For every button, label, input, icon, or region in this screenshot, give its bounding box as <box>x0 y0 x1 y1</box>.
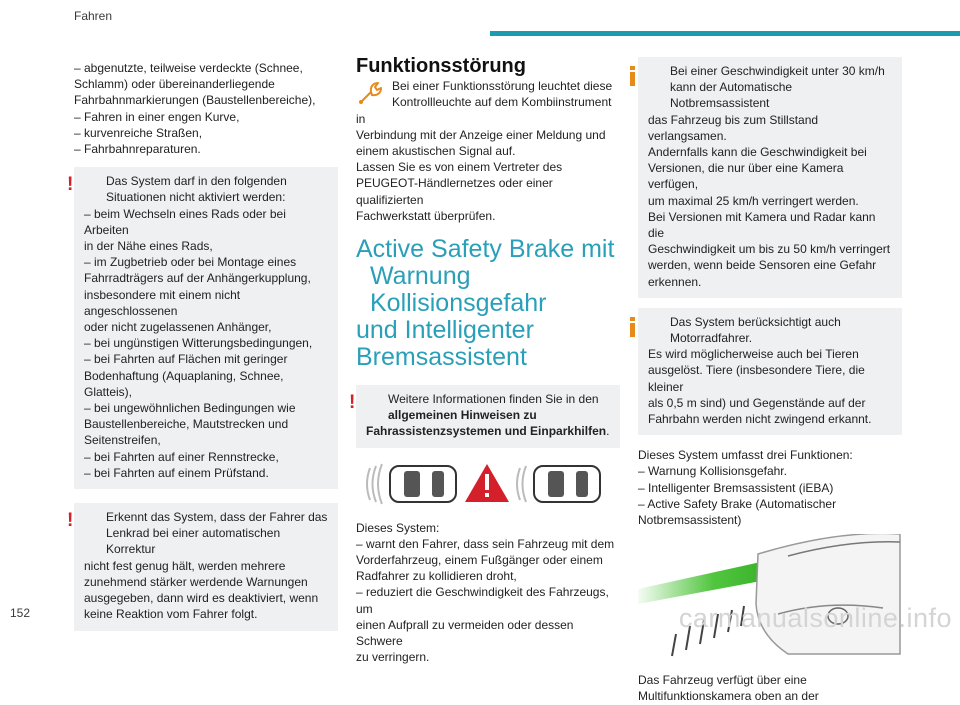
system-description <box>356 520 620 666</box>
box-line: Fahrassistenzsystemen und Einparkhilfen. <box>366 424 610 439</box>
running-header: Fahren <box>74 9 113 23</box>
box-line: – im Zugbetrieb oder bei Montage eines <box>84 255 297 270</box>
info-box <box>638 308 902 435</box>
warning-box <box>349 385 620 448</box>
box-line: Motorradfahrer. <box>670 331 753 346</box>
info-icon <box>630 66 635 86</box>
box-line: – bei Fahrten auf Flächen mit geringer <box>84 352 288 367</box>
body-line: Vorderfahrzeug, einem Fußgänger oder einem <box>356 553 603 568</box>
header-accent-bar <box>490 31 960 36</box>
box-line: Lenkrad bei einer automatischen Korrektur <box>106 526 281 557</box>
fault-line: Fachwerkstatt überprüfen. <box>356 208 496 223</box>
list-line: – abgenutzte, teilweise verdeckte (Schnee, <box>74 61 303 75</box>
watermark: carmanualsonline.info <box>678 603 952 633</box>
box-line: Situationen nicht aktiviert werden: <box>106 190 286 205</box>
chapter-title-line: Bremsassistent <box>356 343 527 372</box>
functions-list <box>638 447 902 528</box>
chapter-title <box>356 236 620 371</box>
box-line: oder nicht zugelassenen Anhänger, <box>84 320 272 335</box>
list-line: – Fahrbahnreparaturen. <box>74 142 201 157</box>
warning-box <box>67 167 338 489</box>
box-line: nicht fest genug hält, werden mehrere <box>84 558 286 573</box>
list-line: Schlamm) oder übereinanderliegende <box>74 77 275 92</box>
camera-paragraph <box>638 672 902 704</box>
box-line: – bei Fahrten auf einer Rennstrecke, <box>84 449 279 464</box>
body-line: Das Fahrzeug verfügt über eine <box>638 673 807 688</box>
box-line: – beim Wechseln eines Rads oder bei Arbeiten <box>84 206 286 237</box>
box-line: kann der Automatische Notbremsassistent <box>670 80 793 111</box>
body-line: – Intelligenter Bremsassistent (iEBA) <box>638 480 834 495</box>
fault-line: Bei einer Funktionsstörung leuchtet diese <box>392 79 613 94</box>
body-line: Multifunktionskamera oben an der <box>638 689 819 704</box>
fault-line: Lassen Sie es von einem Vertreter des <box>356 160 563 175</box>
fault-line: einem akustischen Signal auf. <box>356 144 516 159</box>
box-line: Weitere Informationen finden Sie in den <box>388 392 599 407</box>
box-line: in der Nähe eines Rads, <box>84 239 213 254</box>
page-number: 152 <box>10 606 31 620</box>
info-icon <box>630 317 635 337</box>
body-line: – reduziert die Geschwindigkeit des Fahrzeugs, um <box>356 585 609 616</box>
box-line: Seitenstreifen, <box>84 433 161 448</box>
warning-icon: ! <box>349 392 356 414</box>
fault-line: Verbindung mit der Anzeige einer Meldung und <box>356 127 606 142</box>
box-line: Erkennt das System, dass der Fahrer das <box>106 510 328 525</box>
box-line: Andernfalls kann die Geschwindigkeit bei <box>648 145 867 160</box>
box-line: Bodenhaftung (Aquaplaning, Schnee, Glatteis), <box>84 368 284 399</box>
warning-box <box>67 503 338 630</box>
chapter-title-line: und Intelligenter <box>356 316 534 345</box>
body-line: einen Aufprall zu vermeiden oder dessen Schwere <box>356 617 574 649</box>
body-line: zu verringern. <box>356 650 430 665</box>
body-line: – Active Safety Brake (Automatischer <box>638 496 837 511</box>
box-line: insbesondere mit einem nicht angeschlossenen <box>84 287 241 318</box>
collision-warning-illustration <box>362 458 612 510</box>
warning-icon: ! <box>67 510 74 532</box>
box-line: Das System darf in den folgenden <box>106 174 287 189</box>
box-line: als 0,5 m sind) und Gegenstände auf der <box>648 395 866 410</box>
body-line: Dieses System umfasst drei Funktionen: <box>638 448 853 463</box>
box-line: – bei ungünstigen Witterungsbedingungen, <box>84 336 313 351</box>
section-title: Funktionsstörung <box>356 55 526 77</box>
body-line: – warnt den Fahrer, dass sein Fahrzeug mit dem <box>356 536 615 551</box>
chapter-title-line: Active Safety Brake mit <box>356 235 615 264</box>
box-line: Bei Versionen mit Kamera und Radar kann die <box>648 209 876 241</box>
fault-line: Kontrollleuchte auf dem Kombiinstrument in <box>356 95 612 126</box>
condition-list <box>74 60 338 157</box>
box-line: werden, wenn beide Sensoren eine Gefahr <box>648 258 877 273</box>
box-line: Geschwindigkeit um bis zu 50 km/h verringert <box>648 242 891 257</box>
box-line: allgemeinen Hinweisen zu <box>388 408 537 423</box>
box-line: erkennen. <box>648 274 702 289</box>
box-line: um maximal 25 km/h verringert werden. <box>648 193 859 208</box>
box-line: Fahrbahn werden nicht zwingend erkannt. <box>648 412 872 427</box>
box-line: Versionen, die nur über eine Kamera verfügen, <box>648 161 844 192</box>
chapter-title-line: Warnung Kollisionsgefahr <box>370 262 547 318</box>
box-line: das Fahrzeug bis zum Stillstand verlangsamen. <box>648 112 819 143</box>
box-line: ausgegeben, dann wird es deaktiviert, wenn <box>84 591 319 606</box>
column-2 <box>349 55 620 665</box>
box-line: – bei Fahrten auf einem Prüfstand. <box>84 465 269 480</box>
list-line: Fahrbahnmarkierungen (Baustellenbereiche), <box>74 93 316 108</box>
box-line: – bei ungewöhnlichen Bedingungen wie <box>84 401 296 416</box>
body-line: Dieses System: <box>356 520 440 535</box>
box-line: Bei einer Geschwindigkeit unter 30 km/h <box>670 64 885 78</box>
car-camera-illustration <box>638 534 902 664</box>
box-line: keine Reaktion vom Fahrer folgt. <box>84 607 258 622</box>
box-line: Das System berücksichtigt auch <box>670 314 841 329</box>
body-line: Notbremsassistent) <box>638 513 742 528</box>
warning-icon: ! <box>67 174 74 196</box>
info-box <box>638 57 902 298</box>
column-1 <box>67 60 338 631</box>
box-line: Fahrradträgers auf der Anhängerkupplung, <box>84 271 311 286</box>
body-line: – Warnung Kollisionsgefahr. <box>638 464 787 479</box>
list-line: – Fahren in einer engen Kurve, <box>74 109 240 124</box>
box-line: zunehmend stärker werdende Warnungen <box>84 574 308 589</box>
wrench-icon <box>356 78 386 106</box>
box-line: Baustellenbereiche, Mautstrecken und <box>84 417 289 432</box>
box-line: ausgelöst. Tiere (insbesondere Tiere, die kleiner <box>648 363 865 394</box>
list-line: – kurvenreiche Straßen, <box>74 125 203 140</box>
fault-paragraph <box>356 78 620 224</box>
body-line: Radfahrer zu kollidieren droht, <box>356 569 517 584</box>
box-line: Es wird möglicherweise auch bei Tieren <box>648 347 859 362</box>
fault-line: PEUGEOT-Händlernetzes oder einer qualifizierten <box>356 176 553 207</box>
